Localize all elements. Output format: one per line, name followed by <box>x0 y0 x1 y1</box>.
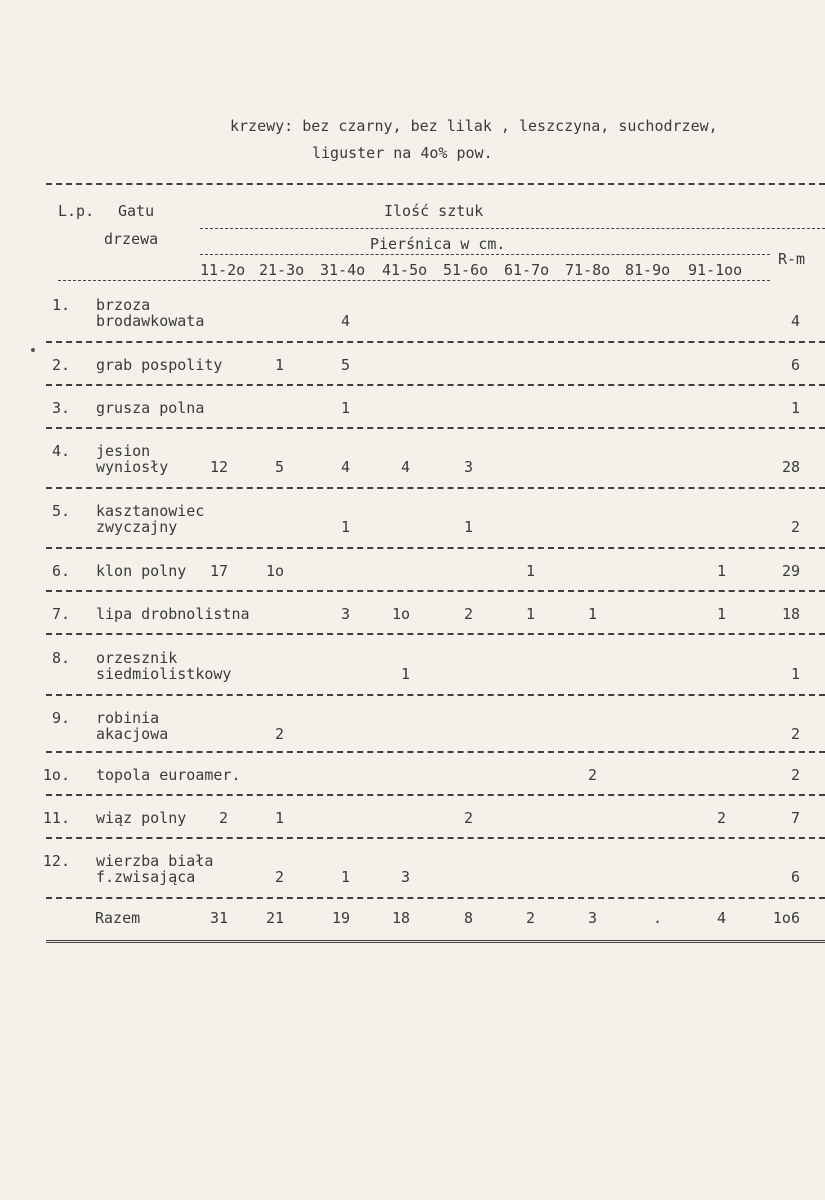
header-piersnica-rule <box>200 254 770 255</box>
row-species-name: topola euroamer. <box>96 766 241 784</box>
row-separator <box>46 590 825 592</box>
row-species-name: grab pospolity <box>96 356 223 374</box>
row-separator <box>46 547 825 549</box>
row-total: 1 <box>790 665 800 683</box>
row-species-name: kasztanowiec <box>96 502 205 520</box>
row-species-name: klon polny <box>96 562 187 580</box>
row-total: 2 <box>790 518 800 536</box>
range-header: 71-8o <box>565 261 611 279</box>
row-count-cell: 1 <box>463 518 473 536</box>
row-species-name-cont: brodawkowata <box>96 312 205 330</box>
row-lp: 12. <box>42 852 70 870</box>
sum-cell: 18 <box>391 909 410 927</box>
row-count-cell: 1 <box>525 562 535 580</box>
row-species-name: robinia <box>96 709 160 727</box>
row-count-cell: 2 <box>218 809 228 827</box>
range-header: 11-2o <box>200 261 246 279</box>
header-piersnica: Pierśnica w cm. <box>370 235 506 253</box>
row-count-cell: 1 <box>274 809 284 827</box>
row-count-cell: 12 <box>209 458 228 476</box>
row-lp: 1. <box>51 296 70 314</box>
row-count-cell: 4 <box>400 458 410 476</box>
row-separator <box>46 751 825 753</box>
header-ilosc-rule <box>200 228 825 229</box>
row-count-cell: 2 <box>716 809 726 827</box>
header-rm: R-m <box>778 250 806 268</box>
row-count-cell: 1 <box>274 356 284 374</box>
intro-line-2: liguster na 4o% pow. <box>312 144 493 162</box>
row-lp: 7. <box>51 605 70 623</box>
row-count-cell: 1 <box>400 665 410 683</box>
row-separator <box>46 694 825 696</box>
row-total: 28 <box>781 458 800 476</box>
range-header: 31-4o <box>320 261 366 279</box>
row-total: 6 <box>790 868 800 886</box>
row-count-cell: 1 <box>340 399 350 417</box>
sum-cell: 3 <box>587 909 597 927</box>
header-lp: L.p. <box>58 202 95 220</box>
header-ilosc: Ilość sztuk <box>384 202 484 220</box>
row-separator <box>46 794 825 796</box>
row-separator <box>46 341 825 343</box>
range-header: 91-1oo <box>688 261 743 279</box>
row-species-name-cont: siedmiolistkowy <box>96 665 232 683</box>
row-total: 2 <box>790 766 800 784</box>
row-species-name: lipa drobnolistna <box>96 605 250 623</box>
row-separator <box>46 487 825 489</box>
row-species-name-cont: f.zwisająca <box>96 868 196 886</box>
row-count-cell: 1 <box>716 605 726 623</box>
row-total: 18 <box>781 605 800 623</box>
row-lp: 9. <box>51 709 70 727</box>
row-separator <box>46 384 825 386</box>
row-separator <box>46 837 825 839</box>
row-species-name: brzoza <box>96 296 151 314</box>
header-drzewa: drzewa <box>104 230 159 248</box>
row-separator <box>46 427 825 429</box>
sum-total: 1o6 <box>772 909 800 927</box>
sum-cell: 21 <box>265 909 284 927</box>
row-lp: 1o. <box>42 766 70 784</box>
row-total: 2 <box>790 725 800 743</box>
row-count-cell: 17 <box>209 562 228 580</box>
margin-mark <box>31 348 35 352</box>
row-count-cell: 1 <box>525 605 535 623</box>
sum-label: Razem <box>95 909 141 927</box>
row-count-cell: 3 <box>340 605 350 623</box>
row-lp: 8. <box>51 649 70 667</box>
row-species-name-cont: wyniosły <box>96 458 169 476</box>
row-count-cell: 2 <box>463 605 473 623</box>
table-bottom-double-rule <box>46 940 825 943</box>
row-total: 4 <box>790 312 800 330</box>
header-gatunek: Gatu <box>118 202 155 220</box>
row-count-cell: 3 <box>463 458 473 476</box>
row-lp: 6. <box>51 562 70 580</box>
row-count-cell: 4 <box>340 458 350 476</box>
row-species-name: jesion <box>96 442 151 460</box>
row-count-cell: 2 <box>274 868 284 886</box>
sum-cell: 8 <box>463 909 473 927</box>
row-count-cell: 1 <box>340 868 350 886</box>
row-species-name: grusza polna <box>96 399 205 417</box>
row-separator <box>46 633 825 635</box>
sum-cell: . <box>652 909 662 927</box>
row-total: 6 <box>790 356 800 374</box>
row-species-name: orzesznik <box>96 649 178 667</box>
row-total: 1 <box>790 399 800 417</box>
row-count-cell: 1 <box>587 605 597 623</box>
row-count-cell: 1o <box>391 605 410 623</box>
row-lp: 11. <box>42 809 70 827</box>
row-species-name: wierzba biała <box>96 852 214 870</box>
table-top-rule <box>46 183 825 185</box>
row-count-cell: 1 <box>716 562 726 580</box>
row-species-name: wiąz polny <box>96 809 187 827</box>
row-separator <box>46 897 825 899</box>
row-total: 7 <box>790 809 800 827</box>
row-lp: 3. <box>51 399 70 417</box>
sum-cell: 4 <box>716 909 726 927</box>
row-count-cell: 5 <box>340 356 350 374</box>
range-header: 21-3o <box>259 261 305 279</box>
row-count-cell: 4 <box>340 312 350 330</box>
sum-cell: 19 <box>331 909 350 927</box>
range-header: 81-9o <box>625 261 671 279</box>
row-total: 29 <box>781 562 800 580</box>
range-header: 41-5o <box>382 261 428 279</box>
sum-cell: 2 <box>525 909 535 927</box>
row-count-cell: 5 <box>274 458 284 476</box>
row-count-cell: 2 <box>587 766 597 784</box>
row-species-name-cont: akacjowa <box>96 725 169 743</box>
row-count-cell: 1o <box>265 562 284 580</box>
row-species-name-cont: zwyczajny <box>96 518 178 536</box>
row-lp: 4. <box>51 442 70 460</box>
row-count-cell: 2 <box>274 725 284 743</box>
row-lp: 2. <box>51 356 70 374</box>
intro-line-1: krzewy: bez czarny, bez lilak , leszczyna, suchodrzew, <box>230 117 718 135</box>
range-header: 61-7o <box>504 261 550 279</box>
row-count-cell: 2 <box>463 809 473 827</box>
range-header: 51-6o <box>443 261 489 279</box>
row-lp: 5. <box>51 502 70 520</box>
sum-cell: 31 <box>209 909 228 927</box>
row-count-cell: 1 <box>340 518 350 536</box>
row-count-cell: 3 <box>400 868 410 886</box>
header-bottom-rule <box>58 280 770 281</box>
